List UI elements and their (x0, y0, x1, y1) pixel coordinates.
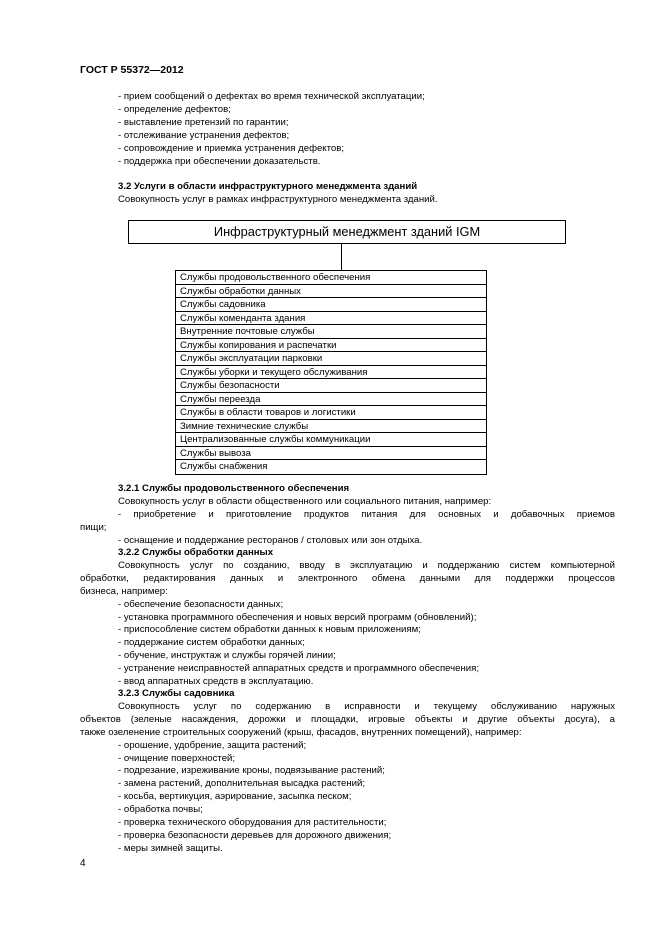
diagram-title-box: Инфраструктурный менеджмент зданий IGM (128, 220, 566, 244)
section-heading: 3.2.1 Службы продовольственного обеспечения (118, 483, 350, 494)
service-item: Службы вывоза (176, 447, 486, 461)
list-item: - установка программного обеспечения и новых версий программ (обновлений); (118, 611, 477, 623)
page-number: 4 (80, 858, 86, 869)
list-item: - приспособление систем обработки данных к новым приложениям; (118, 624, 421, 636)
list-item: - отслеживание устранения дефектов; (118, 129, 290, 141)
service-item: Службы эксплуатации парковки (176, 352, 486, 366)
section-intro-cont: объектов (зеленые насаждения, дорожки и площадки, игровые объекты и другие объекты досуга), а (80, 713, 615, 725)
section-intro-cont: также озеленение строительных сооружений (крыш, фасадов, внутренних помещений), например: (80, 726, 522, 738)
list-item: - косьба, вертикуция, аэрирование, засыпка песком; (118, 791, 352, 803)
list-item: - орошение, удобрение, защита растений; (118, 739, 307, 751)
section-heading: 3.2 Услуги в области инфраструктурного менеджмента зданий (118, 181, 418, 192)
list-item: - очищение поверхностей; (118, 752, 236, 764)
section-intro-cont: бизнеса, например: (80, 585, 168, 597)
list-item: - поддержка при обеспечении доказательств. (118, 155, 321, 167)
list-item: - прием сообщений о дефектах во время технической эксплуатации; (118, 91, 425, 102)
section-heading: 3.2.3 Службы садовника (118, 688, 235, 699)
section-intro: Совокупность услуг в области общественного или социального питания, например: (118, 495, 492, 507)
list-item: - обеспечение безопасности данных; (118, 598, 284, 610)
section-intro: Совокупность услуг в рамках инфраструктурного менеджмента зданий. (118, 193, 438, 205)
service-item: Службы безопасности (176, 379, 486, 393)
list-item-continuation: пищи; (80, 521, 107, 533)
service-item: Службы переезда (176, 393, 486, 407)
services-list-box (175, 270, 487, 475)
section-intro: Совокупность услуг по созданию, вводу в эксплуатацию и поддержанию систем компьютерной (118, 559, 615, 571)
list-item: - проверка безопасности деревьев для дорожного движения; (118, 829, 392, 841)
list-item: - меры зимней защиты. (118, 842, 223, 854)
diagram-connector (341, 244, 342, 270)
list-item: - обучение, инструктаж и службы горячей линии; (118, 650, 336, 662)
service-item: Централизованные службы коммуникации (176, 433, 486, 447)
service-item: Службы обработки данных (176, 285, 486, 299)
section-3-2-3 (80, 688, 615, 856)
list-item: - поддержание систем обработки данных; (118, 637, 305, 649)
list-item: - подрезание, изреживание кроны, подвязывание растений; (118, 765, 385, 777)
list-item: - ввод аппаратных средств в эксплуатацию. (118, 676, 314, 688)
list-item: - приобретение и приготовление продуктов питания для основных и добавочных приемов (118, 508, 615, 520)
service-item: Внутренние почтовые службы (176, 325, 486, 339)
service-item: Службы копирования и распечатки (176, 339, 486, 353)
document-header: ГОСТ Р 55372—2012 (80, 64, 184, 76)
section-3-2-1 (80, 483, 615, 548)
section-heading: 3.2.2 Службы обработки данных (118, 547, 274, 558)
service-item: Службы уборки и текущего обслуживания (176, 366, 486, 380)
list-item: - проверка технического оборудования для растительности; (118, 817, 387, 829)
section-3-2-2 (80, 547, 615, 689)
service-item: Службы продовольственного обеспечения (176, 271, 486, 285)
list-item: - обработка почвы; (118, 804, 203, 816)
list-item: - выставление претензий по гарантии; (118, 116, 289, 128)
list-item: - устранение неисправностей аппаратных средств и программного обеспечения; (118, 663, 480, 675)
service-item: Службы садовника (176, 298, 486, 312)
list-item: - сопровождение и приемка устранения дефектов; (118, 142, 345, 154)
list-item: - определение дефектов; (118, 103, 231, 115)
list-item: - замена растений, дополнительная высадка растений; (118, 778, 366, 790)
service-item: Службы в области товаров и логистики (176, 406, 486, 420)
section-intro: Совокупность услуг по содержанию в исправности и текущему обслуживанию наружных (118, 700, 615, 712)
section-intro-cont: обработки, редактирования данных и электронного обмена данными для поддержки процессов (80, 572, 615, 584)
service-item: Службы снабжения (180, 461, 268, 472)
service-item: Зимние технические службы (176, 420, 486, 434)
list-item: - оснащение и поддержание ресторанов / столовых или зон отдыха. (118, 534, 423, 546)
top-list (118, 91, 425, 168)
section-3-2 (118, 181, 438, 207)
service-item: Службы коменданта здания (176, 312, 486, 326)
